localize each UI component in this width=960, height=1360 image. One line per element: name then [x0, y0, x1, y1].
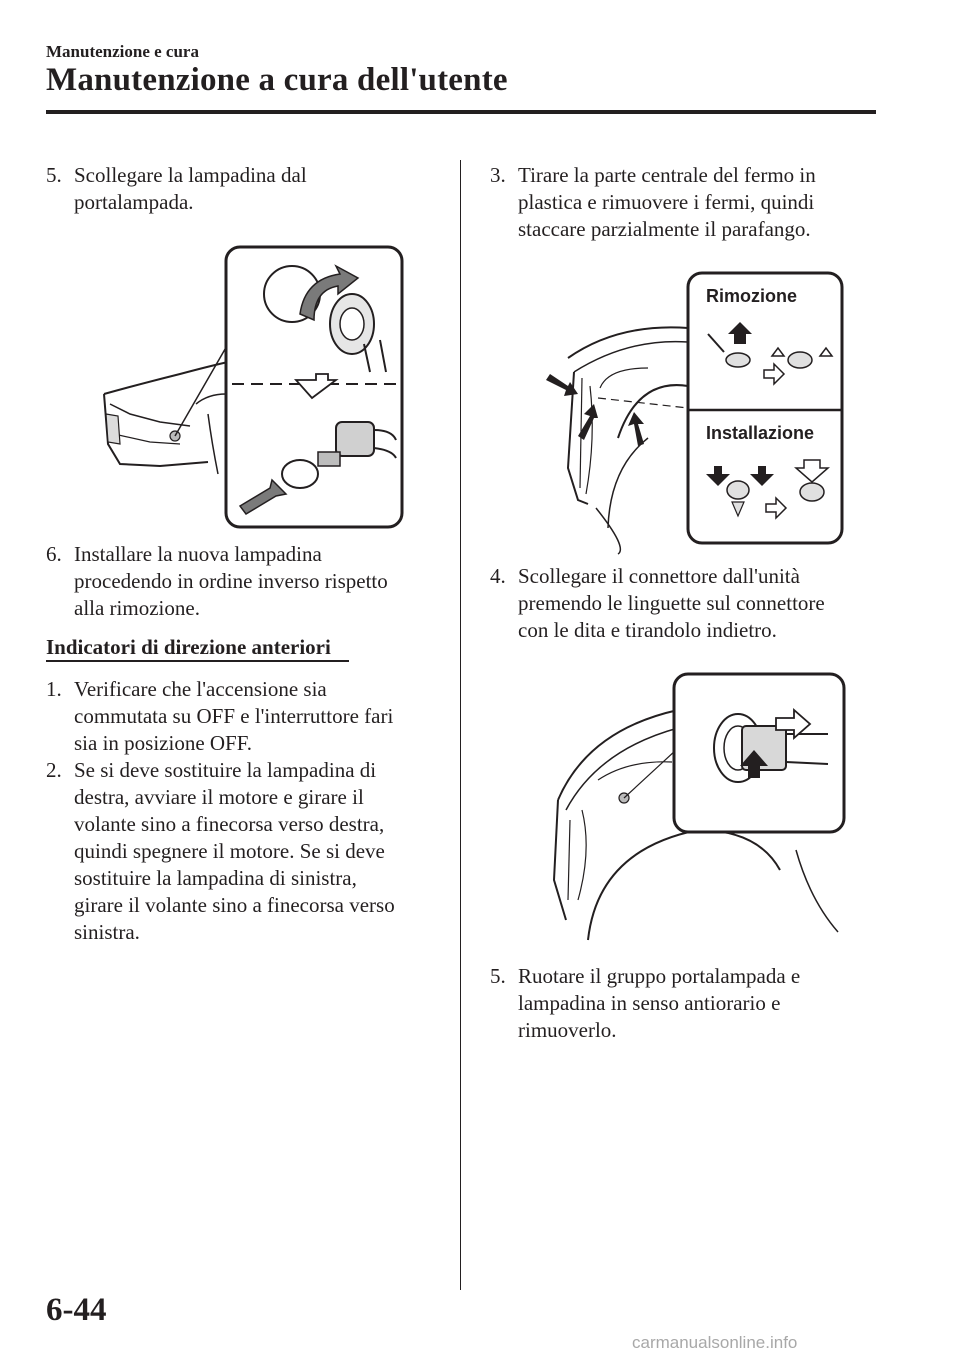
step-6-left	[46, 541, 446, 626]
text-line: Scollegare la lampadina dal	[74, 163, 307, 187]
step-text	[74, 162, 307, 216]
step-text	[74, 757, 395, 946]
step-5-right	[490, 963, 910, 1048]
page-title: Manutenzione a cura dell'utente	[46, 62, 508, 98]
installation-label: Installazione	[706, 423, 815, 443]
text-line: procedendo in ordine inverso rispetto	[74, 569, 388, 593]
bulb-removal-illustration	[100, 244, 410, 534]
step-number: 1.	[46, 677, 62, 701]
text-line: Verificare che l'accensione sia	[74, 677, 327, 701]
subheading: Indicatori di direzione anteriori	[46, 635, 331, 659]
step-number: 5.	[490, 964, 506, 988]
text-line: staccare parzialmente il parafango.	[518, 217, 811, 241]
text-line: Tirare la parte centrale del fermo in	[518, 163, 816, 187]
step-number: 4.	[490, 564, 506, 588]
removal-label: Rimozione	[706, 286, 798, 306]
text-line: sia in posizione OFF.	[74, 731, 252, 755]
text-line: premendo le linguette sul connettore	[518, 591, 825, 615]
step-number: 6.	[46, 542, 62, 566]
step-number: 3.	[490, 163, 506, 187]
text-line: rimuoverlo.	[518, 1018, 617, 1042]
text-line: sostituire la lampadina di sinistra,	[74, 866, 357, 890]
text-line: quindi spegnere il motore. Se si deve	[74, 839, 385, 863]
column-divider	[460, 160, 461, 1290]
step-text	[518, 563, 825, 644]
step-number: 5.	[46, 163, 62, 187]
title-rule	[46, 110, 876, 114]
text-line: volante sino a finecorsa verso destra,	[74, 812, 385, 836]
step-number: 2.	[46, 758, 62, 782]
text-line: girare il volante sino a finecorsa verso	[74, 893, 395, 917]
clip-removal-illustration	[538, 268, 848, 558]
text-line: Scollegare il connettore dall'unità	[518, 564, 800, 588]
text-line: portalampada.	[74, 190, 194, 214]
text-line: sinistra.	[74, 920, 140, 944]
step-4-right	[490, 563, 910, 648]
text-line: con le dita e tirandolo indietro.	[518, 618, 777, 642]
text-line: alla rimozione.	[74, 596, 200, 620]
step-text	[518, 963, 800, 1044]
step-2-left	[46, 757, 446, 947]
text-line: destra, avviare il motore e girare il	[74, 785, 364, 809]
step-3-right	[490, 162, 910, 247]
step-5-left	[46, 162, 446, 222]
text-line: plastica e rimuovere i fermi, quindi	[518, 190, 815, 214]
subheading-rule	[46, 660, 349, 662]
text-line: commutata su OFF e l'interruttore fari	[74, 704, 394, 728]
step-text	[74, 541, 388, 622]
step-1-left	[46, 676, 446, 761]
section-label: Manutenzione e cura	[46, 42, 199, 61]
text-line: lampadina in senso antiorario e	[518, 991, 781, 1015]
text-line: Installare la nuova lampadina	[74, 542, 322, 566]
connector-illustration	[548, 670, 848, 946]
watermark[interactable]: carmanualsonline.info	[632, 1333, 798, 1352]
text-line: Ruotare il gruppo portalampada e	[518, 964, 801, 988]
step-text	[518, 162, 816, 243]
step-text	[74, 676, 393, 757]
page-number: 6-44	[46, 1292, 107, 1328]
text-line: Se si deve sostituire la lampadina di	[74, 758, 377, 782]
